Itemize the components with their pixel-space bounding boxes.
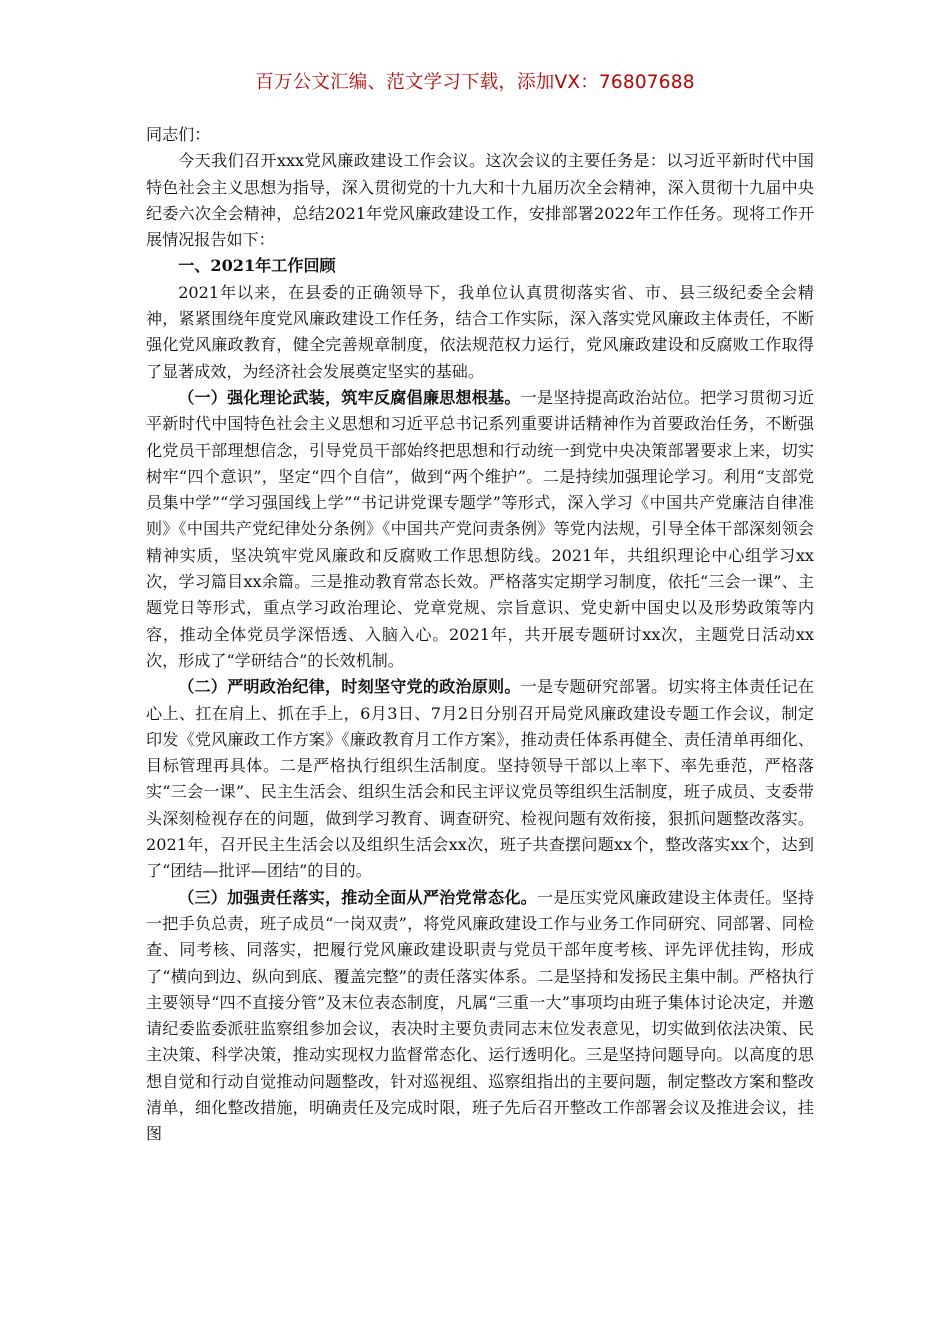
subsection-2-lead: （二）严明政治纪律，时刻坚守党的政治原则。 [178,677,521,697]
subsection-1-lead: （一）强化理论武装，筑牢反腐倡廉思想根基。 [178,387,521,407]
subsection-2 [146,674,814,884]
subsection-3 [146,885,814,1148]
section-paragraph: 2021年以来，在县委的正确领导下，我单位认真贯彻落实省、市、县三级纪委全会精神，紧紧围绕年度党风廉政建设工作任务，结合工作实际，深入落实党风廉政主体责任，不断强化党风廉政教育，健全完善规章制度，依法规范权力运行，党风廉政建设和反腐败工作取得了显著成效，为经济社会发展奠定坚实的基础。 [146,282,814,381]
subsection-1-body: 一是坚持提高政治站位。把学习贯彻习近平新时代中国特色社会主义思想和习近平总书记系列重要讲话精神作为首要政治任务，不断强化党员干部理想信念，引导党员干部始终把思想和行动统一到党中央决策部署要求上来，切实树牢“四个意识”，坚定“四个自信”，做到“两个维护”。二是持续加强理论学习。利用“支部党员集中学”“学习强国线上学”“书记讲党课专题学”等形式，深入学习《中国共产党廉洁自律准则》《中国共产党纪律处分条例》《中国共产党问责条例》等党内法规，引导全体干部深刻领会精神实质，坚决筑牢党风廉政和反腐败工作思想防线。2021年，共组织理论中心组学习xx次，学习篇目xx余篇。三是推动教育常态长效。严格落实定期学习制度，依托“三会一课”、主题党日等形式，重点学习政治理论、党章党规、宗旨意识、党史新中国史以及形势政策等内容，推动全体党员学深悟透、入脑入心。2021年，共开展专题研讨xx次，主题党日活动xx次，形成了“学研结合”的长效机制。 [146,387,815,670]
subsection-2-body: 一是专题研究部署。切实将主体责任记在心上、扛在肩上、抓在手上，6月3日、7月2日分别召开局党风廉政建设专题工作会议，制定印发《党风廉政工作方案》《廉政教育月工作方案》，推动责任体系再健全、责任清单再细化、目标管理再具体。二是严格执行组织生活制度。坚持领导干部以上率下、率先垂范，严格落实“三会一课”、民主生活会、组织生活会和民主评议党员等组织生活制度，班子成员、支委带头深刻检视存在的问题，做到学习教育、调查研究、检视问题有效衔接，狠抓问题整改落实。2021年，召开民主生活会以及组织生活会xx次，班子共查摆问题xx个，整改落实xx个，达到了“团结—批评—团结”的目的。 [146,677,815,881]
subsection-1 [146,385,814,674]
salutation: 同志们： [146,125,211,144]
subsection-3-lead: （三）加强责任落实，推动全面从严治党常态化。 [178,887,537,907]
section-heading: 一、2021年工作回顾 [178,256,336,276]
subsection-3-body: 一是压实党风廉政建设主体责任。坚持一把手负总责，班子成员“一岗双责”，将党风廉政建设工作与业务工作同研究、同部署、同检查、同考核、同落实，把履行党风廉政建设职责与党员干部年度考核、评先评优挂钩，形成了“横向到边、纵向到底、覆盖完整”的责任落实体系。二是坚持和发扬民主集中制。严格执行主要领导“四不直接分管”及末位表态制度，凡属“三重一大”事项均由班子集体讨论决定，并邀请纪委监委派驻监察组参加会议，表决时主要负责同志末位发表意见，切实做到依法决策、民主决策、科学决策，推动实现权力监督常态化、运行透明化。三是坚持问题导向。以高度的思想自觉和行动自觉推动问题整改，针对巡视组、巡察组指出的主要问题，制定整改方案和整改清单，细化整改措施，明确责任及完成时限，班子先后召开整改工作部署会议及推进会议，挂图 [146,887,815,1144]
document-body [146,122,814,1148]
download-banner: 百万公文汇编、范文学习下载，添加VX：76807688 [255,72,695,93]
intro-paragraph: 今天我们召开xxx党风廉政建设工作会议。这次会议的主要任务是：以习近平新时代中国特色社会主义思想为指导，深入贯彻党的十九大和十九届历次全会精神，深入贯彻十九届中央纪委六次全会精神，总结2021年党风廉政建设工作，安排部署2022年工作任务。现将工作开展情况报告如下： [146,151,814,250]
